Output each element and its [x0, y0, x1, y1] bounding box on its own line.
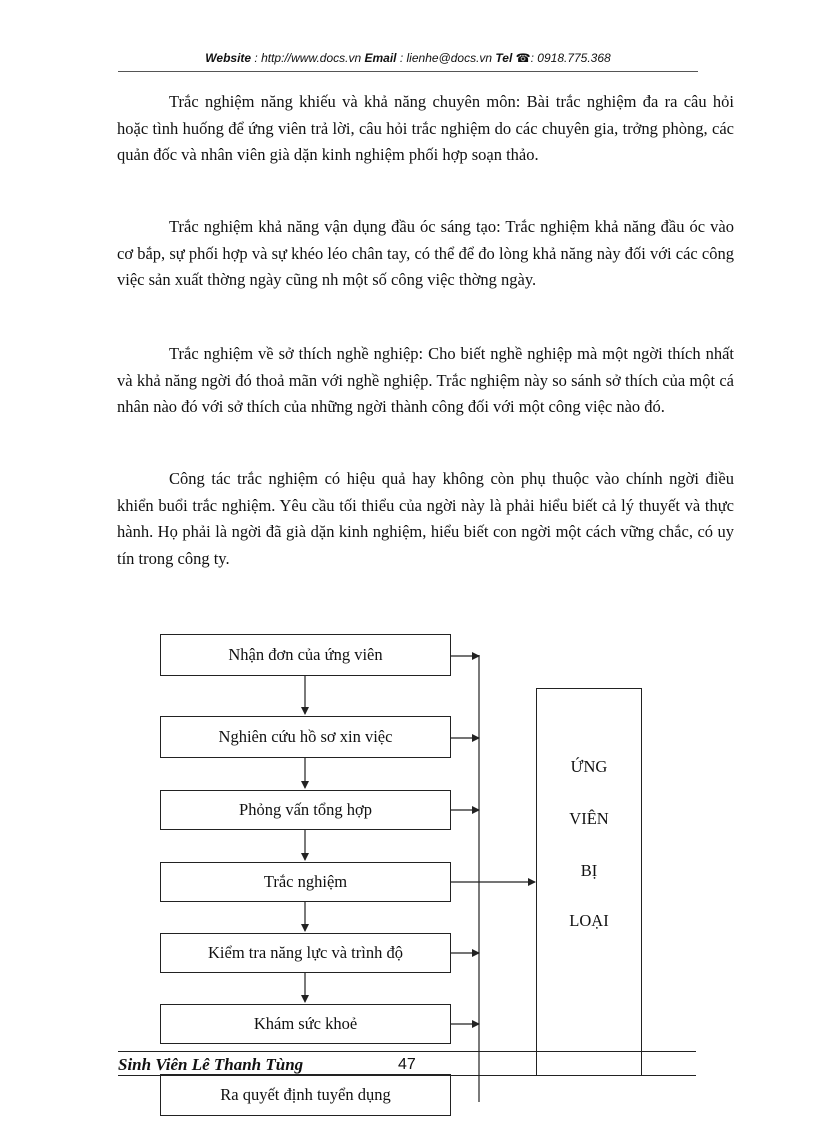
website-value: : http://www.docs.vn [254, 51, 362, 65]
footer-author: Sinh Viên Lê Thanh Tùng [118, 1055, 304, 1074]
paragraph-interest-test: Trắc nghiệm về sở thích nghề nghiệp: Cho biết nghề nghiệp mà một ngời thích nhất và khả năng ngời đó thoả mãn với nghề nghiệp. Trắc nghiệm này so sánh sở thích của một cá nhân nào đó với sở thích của những ngời thành công đối với một công việc nào đó. [117, 344, 734, 416]
rejected-word-2: VIÊN [569, 809, 609, 828]
flow-step-hiring-decision: Ra quyết định tuyển dụng [160, 1074, 451, 1116]
paragraph-aptitude-test: Trắc nghiệm năng khiếu và khả năng chuyên môn: Bài trắc nghiệm đa ra câu hỏi hoặc tình huống để ứng viên trả lời, câu hỏi trắc nghiệm do các chuyên gia, trởng phòng, các quản đốc và nhân viên già dặn kinh nghiệm phối hợp soạn thảo. [117, 92, 734, 164]
phone-icon: ☎ [515, 51, 531, 65]
flow-step-review-dossier: Nghiên cứu hồ sơ xin việc [160, 716, 451, 758]
footer-rule-top [118, 1051, 696, 1052]
tel-label: Tel [495, 51, 513, 65]
tel-value: : 0918.775.368 [530, 51, 611, 65]
footer-rule-bottom [118, 1075, 696, 1076]
rejected-word-1: ỨNG [570, 757, 608, 776]
footer-page-number: 47 [398, 1056, 416, 1073]
flow-step-testing: Trắc nghiệm [160, 862, 451, 902]
website-label: Website [205, 51, 252, 65]
flow-step-skills-check: Kiểm tra năng lực và trình độ [160, 933, 451, 973]
rejected-candidates-box [536, 688, 642, 1076]
email-label: Email [364, 51, 397, 65]
rejected-word-3: BỊ [580, 861, 598, 880]
flow-step-health-check: Khám sức khoẻ [160, 1004, 451, 1044]
email-value: : lienhe@docs.vn [399, 51, 493, 65]
flow-step-receive-application: Nhận đơn của ứng viên [160, 634, 451, 676]
paragraph-test-effectiveness: Công tác trắc nghiệm có hiệu quả hay không còn phụ thuộc vào chính ngời điều khiển buổi trắc nghiệm. Yêu cầu tối thiểu của ngời này là phải hiểu biết cả lý thuyết và thực hành. Họ phải là ngời đã già dặn kinh nghiệm, hiểu biết con ngời một cách vững chắc, có uy tín trong công ty. [117, 469, 734, 568]
flow-step-general-interview: Phỏng vấn tổng hợp [160, 790, 451, 830]
rejected-word-4: LOẠI [569, 911, 609, 930]
paragraph-creativity-test: Trắc nghiệm khả năng vận dụng đầu óc sáng tạo: Trắc nghiệm khả năng đầu óc vào cơ bắp, sự phối hợp và sự khéo léo chân tay, có thể để đo lòng khả năng này đối với các công việc sản xuất thờng ngày cũng nh một số công việc thờng ngày. [117, 217, 734, 289]
